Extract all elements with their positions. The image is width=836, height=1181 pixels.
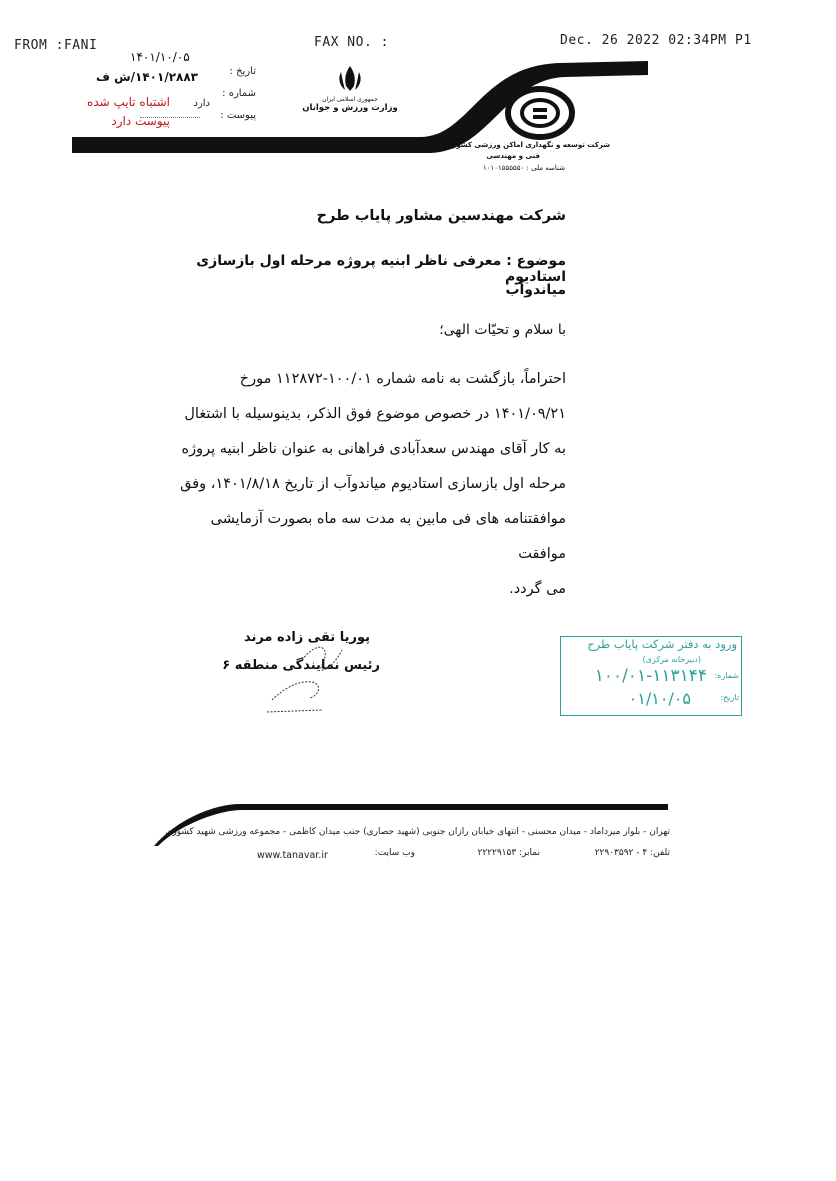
emblem-line2: وزارت ورزش و جوانان [302, 103, 398, 113]
attachment-has: دارد [193, 98, 210, 109]
stamp-subtitle: (دبیرخانه مرکزی) [642, 655, 701, 664]
body-line-4: مرحله اول بازسازی استادیوم میاندوآب از تاریخ ۱۴۰۱/۸/۱۸، وفق [180, 476, 566, 492]
attachment-dots [140, 117, 200, 118]
footer-address: تهران - بلوار میرداماد - میدان محسنی - انتهای خیابان رازان جنوبی (شهید حصاری) جنب میدان کاظمی - مجموعه ورزشی شهید کشوری [165, 827, 670, 837]
footer-fax: نمابر: ۲۲۲۲۹۱۵۳ [477, 848, 540, 858]
company-name: شرکت توسعه و نگهداری اماکن ورزشی کشور [452, 141, 610, 149]
recipient: شرکت مهندسین مشاور پایاب طرح [316, 208, 566, 224]
handwritten-signature [262, 620, 372, 720]
stamp-date-value: ۰۱/۱۰/۰۵ [628, 689, 691, 708]
footer-website-label: وب سایت: [374, 848, 415, 858]
letter-body [160, 362, 566, 607]
date-value: ۱۴۰۱/۱۰/۰۵ [130, 50, 190, 64]
company-national-id: شناسه ملی : ۱۰۱۰۱۵۵۵۵۵۰ [482, 164, 565, 172]
subject-line-2: میاندوآب [505, 282, 566, 298]
company-dept: فنی و مهندسی [486, 152, 540, 160]
iran-emblem-icon [335, 64, 365, 94]
footer-phone: تلفن: ۴ - ۲۲۹۰۳۵۹۲ [594, 848, 670, 858]
company-logo-icon [505, 86, 575, 140]
footer-band [150, 800, 670, 850]
fax-page: P1 [735, 33, 752, 48]
attachment-label: پیوست : [220, 110, 256, 121]
receipt-stamp [560, 636, 742, 716]
date-label: تاریخ : [229, 66, 256, 77]
number-label: شماره : [222, 88, 256, 99]
body-line-5: موافقتنامه های فی مابین به مدت سه ماه بصورت آزمایشی موافقت [210, 511, 566, 562]
signer-name: پوریا تقی زاده مرند [243, 630, 370, 645]
typed-error-note: اشتباه تایپ شده [87, 95, 170, 109]
body-line-1: احتراماً، بازگشت به نامه شماره ۱۰۰/۰۱-۱۱۲۸۷۲ مورخ [239, 371, 566, 387]
fax-number: FAX NO. : [314, 35, 389, 50]
stamp-date-label: تاریخ: [720, 693, 739, 702]
stamp-title: ورود به دفتر شرکت پایاب طرح [587, 637, 737, 651]
body-line-6: می گردد. [509, 581, 566, 597]
signer-title: رئیس نمایندگی منطقه ۶ [222, 658, 380, 673]
emblem-line1: جمهوری اسلامی ایران [322, 96, 378, 103]
stamp-number-value: ۱۰۰/۰۱-۱۱۳۱۴۴ [594, 666, 707, 686]
body-line-2: ۱۴۰۱/۰۹/۲۱ در خصوص موضوع فوق الذکر، بدینوسیله با اشتغال [184, 406, 566, 422]
attachment-note: پیوست دارد [111, 114, 170, 128]
fax-datetime: Dec. 26 2022 02:34PM [560, 33, 727, 48]
number-value: ۱۴۰۱/۲۸۸۳/ش ف [95, 70, 198, 84]
body-line-3: به کار آقای مهندس سعدآبادی فراهانی به عنوان ناظر ابنیه پروژه [181, 441, 566, 457]
footer-website[interactable]: www.tanavar.ir [257, 850, 328, 861]
stamp-number-label: شماره: [714, 671, 739, 680]
fax-from: FROM :FANI [14, 38, 98, 53]
subject-line-1: موضوع : معرفی ناظر ابنیه پروژه مرحله اول بازسازی استادیوم [196, 253, 566, 285]
greeting: با سلام و تحیّات الهی؛ [439, 322, 566, 338]
